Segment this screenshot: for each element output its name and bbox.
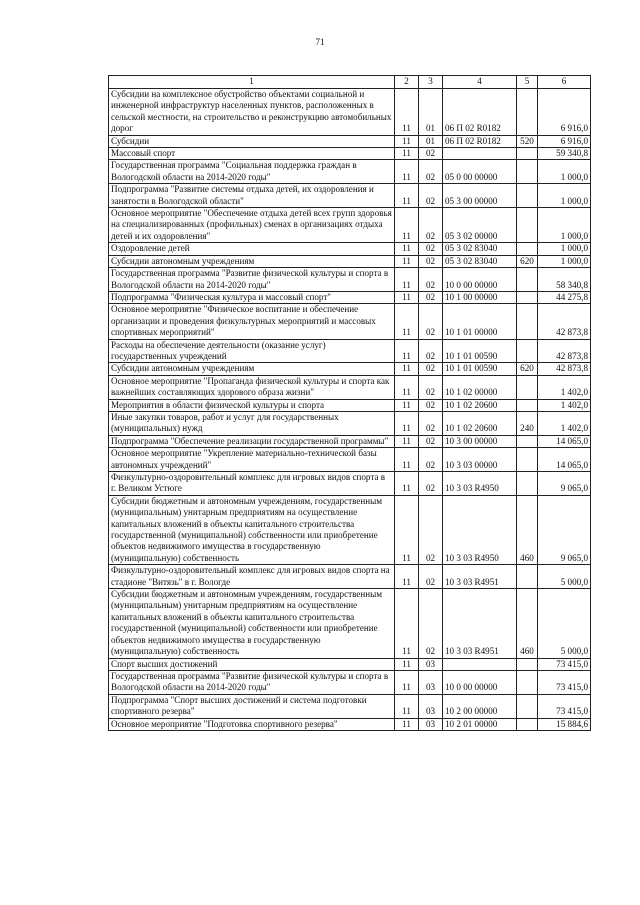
expense-type-code: 620	[517, 255, 538, 267]
amount: 15 884,6	[538, 718, 591, 730]
section-code: 11	[395, 255, 419, 267]
table-row	[109, 363, 591, 375]
target-article-code: 10 3 03 R4950	[443, 472, 517, 496]
section-code: 11	[395, 670, 419, 694]
target-article-code	[443, 148, 517, 160]
expense-type-code: 620	[517, 363, 538, 375]
target-article-code: 10 1 01 00590	[443, 339, 517, 363]
amount: 5 000,0	[538, 565, 591, 589]
section-code: 11	[395, 411, 419, 435]
amount: 9 065,0	[538, 495, 591, 564]
expense-type-code	[517, 184, 538, 208]
amount: 6 916,0	[538, 89, 591, 136]
subsection-code: 02	[419, 589, 443, 658]
item-name: Субсидии бюджетным и автономным учреждениям, государственным (муниципальным) унитарным предприятиям на осуществление капитальных вложений в объекты капитального строительства государственной (муниципальной) собственности или приобретение объектов недвижимого имущества в государственную (муниципальную) собственность	[109, 589, 395, 658]
expense-type-code	[517, 291, 538, 303]
subsection-code: 02	[419, 495, 443, 564]
expense-type-code	[517, 658, 538, 670]
subsection-code: 02	[419, 435, 443, 447]
subsection-code: 01	[419, 89, 443, 136]
target-article-code: 10 1 02 00000	[443, 375, 517, 399]
expense-type-code	[517, 399, 538, 411]
table-row	[109, 148, 591, 160]
table-row	[109, 435, 591, 447]
expense-type-code	[517, 472, 538, 496]
amount: 73 415,0	[538, 670, 591, 694]
expense-type-code: 520	[517, 135, 538, 147]
table-row	[109, 658, 591, 670]
item-name: Государственная программа "Социальная поддержка граждан в Вологодской области на 2014-2020 годы"	[109, 160, 395, 184]
target-article-code: 10 2 01 00000	[443, 718, 517, 730]
section-code: 11	[395, 589, 419, 658]
header-cell: 2	[395, 76, 419, 89]
item-name: Основное мероприятие "Подготовка спортивного резерва"	[109, 718, 395, 730]
target-article-code: 10 1 01 00590	[443, 363, 517, 375]
expense-type-code	[517, 160, 538, 184]
table-row	[109, 291, 591, 303]
subsection-code: 03	[419, 718, 443, 730]
table-row	[109, 135, 591, 147]
table-row	[109, 399, 591, 411]
item-name: Субсидии автономным учреждениям	[109, 255, 395, 267]
item-name: Субсидии на комплексное обустройство объектами социальной и инженерной инфраструктур населенных пунктов, расположенных в сельской местности, на строительство и реконструкцию автомобильных дорог	[109, 89, 395, 136]
amount: 1 000,0	[538, 243, 591, 255]
header-cell: 4	[443, 76, 517, 89]
expense-type-code	[517, 448, 538, 472]
header-cell: 3	[419, 76, 443, 89]
amount: 1 402,0	[538, 399, 591, 411]
item-name: Субсидии автономным учреждениям	[109, 363, 395, 375]
item-name: Иные закупки товаров, работ и услуг для государственных (муниципальных) нужд	[109, 411, 395, 435]
amount: 42 873,8	[538, 363, 591, 375]
section-code: 11	[395, 472, 419, 496]
subsection-code: 02	[419, 448, 443, 472]
subsection-code: 02	[419, 363, 443, 375]
target-article-code: 05 0 00 00000	[443, 160, 517, 184]
item-name: Подпрограмма "Физическая культура и массовый спорт"	[109, 291, 395, 303]
item-name: Подпрограмма "Развитие системы отдыха детей, их оздоровления и занятости в Вологодской области"	[109, 184, 395, 208]
section-code: 11	[395, 268, 419, 292]
table-row	[109, 268, 591, 292]
item-name: Подпрограмма "Спорт высших достижений и система подготовки спортивного резерва"	[109, 694, 395, 718]
item-name: Расходы на обеспечение деятельности (оказание услуг) государственных учреждений	[109, 339, 395, 363]
table-row	[109, 184, 591, 208]
header-cell: 6	[538, 76, 591, 89]
item-name: Спорт высших достижений	[109, 658, 395, 670]
amount: 42 873,8	[538, 304, 591, 339]
item-name: Основное мероприятие "Обеспечение отдыха детей всех групп здоровья на специализированных (профильных) сменах в организациях отдыха детей и их оздоровления"	[109, 208, 395, 243]
item-name: Государственная программа "Развитие физической культуры и спорта в Вологодской области на 2014-2020 годы"	[109, 670, 395, 694]
table-row	[109, 694, 591, 718]
target-article-code: 05 3 02 83040	[443, 255, 517, 267]
target-article-code: 05 3 02 83040	[443, 243, 517, 255]
section-code: 11	[395, 399, 419, 411]
page-number: 71	[315, 37, 325, 47]
table-row	[109, 255, 591, 267]
expense-type-code	[517, 718, 538, 730]
table-row	[109, 160, 591, 184]
expense-type-code	[517, 243, 538, 255]
target-article-code: 10 1 02 20600	[443, 399, 517, 411]
section-code: 11	[395, 148, 419, 160]
target-article-code: 05 3 02 00000	[443, 208, 517, 243]
section-code: 11	[395, 495, 419, 564]
amount: 14 065,0	[538, 448, 591, 472]
table-row	[109, 565, 591, 589]
subsection-code: 02	[419, 565, 443, 589]
section-code: 11	[395, 160, 419, 184]
section-code: 11	[395, 291, 419, 303]
item-name: Физкультурно-оздоровительный комплекс для игровых видов спорта на стадионе "Витязь" в г. Вологде	[109, 565, 395, 589]
expense-type-code	[517, 375, 538, 399]
amount: 9 065,0	[538, 472, 591, 496]
amount: 6 916,0	[538, 135, 591, 147]
item-name: Государственная программа "Развитие физической культуры и спорта в Вологодской области на 2014-2020 годы"	[109, 268, 395, 292]
section-code: 11	[395, 435, 419, 447]
item-name: Мероприятия в области физической культуры и спорта	[109, 399, 395, 411]
subsection-code: 02	[419, 339, 443, 363]
table-row	[109, 339, 591, 363]
section-code: 11	[395, 658, 419, 670]
target-article-code: 06 П 02 R0182	[443, 135, 517, 147]
expense-type-code	[517, 565, 538, 589]
table-row	[109, 411, 591, 435]
table-row	[109, 670, 591, 694]
amount: 1 000,0	[538, 255, 591, 267]
table-row	[109, 208, 591, 243]
item-name: Субсидии	[109, 135, 395, 147]
target-article-code: 05 3 00 00000	[443, 184, 517, 208]
amount: 73 415,0	[538, 658, 591, 670]
section-code: 11	[395, 694, 419, 718]
table-row	[109, 243, 591, 255]
section-code: 11	[395, 339, 419, 363]
table-row	[109, 375, 591, 399]
table-row	[109, 495, 591, 564]
subsection-code: 02	[419, 399, 443, 411]
section-code: 11	[395, 448, 419, 472]
target-article-code: 10 0 00 00000	[443, 670, 517, 694]
subsection-code: 02	[419, 411, 443, 435]
subsection-code: 02	[419, 472, 443, 496]
item-name: Подпрограмма "Обеспечение реализации государственной программы"	[109, 435, 395, 447]
item-name: Основное мероприятие "Укрепление материально-технической базы автономных учреждений"	[109, 448, 395, 472]
expense-type-code: 460	[517, 495, 538, 564]
expense-type-code	[517, 339, 538, 363]
target-article-code: 06 П 02 R0182	[443, 89, 517, 136]
target-article-code: 10 3 00 00000	[443, 435, 517, 447]
amount: 1 000,0	[538, 160, 591, 184]
section-code: 11	[395, 135, 419, 147]
subsection-code: 02	[419, 184, 443, 208]
section-code: 11	[395, 304, 419, 339]
target-article-code: 10 0 00 00000	[443, 268, 517, 292]
subsection-code: 02	[419, 304, 443, 339]
subsection-code: 03	[419, 658, 443, 670]
subsection-code: 01	[419, 135, 443, 147]
table-row	[109, 304, 591, 339]
header-cell: 1	[109, 76, 395, 89]
expense-type-code	[517, 435, 538, 447]
header-cell: 5	[517, 76, 538, 89]
item-name: Оздоровление детей	[109, 243, 395, 255]
item-name: Физкультурно-оздоровительный комплекс для игровых видов спорта в г. Великом Устюге	[109, 472, 395, 496]
item-name: Субсидии бюджетным и автономным учреждениям, государственным (муниципальным) унитарным предприятиям на осуществление капитальных вложений в объекты капитального строительства государственной (муниципальной) собственности или приобретение объектов недвижимого имущества в государственную (муниципальную) собственность	[109, 495, 395, 564]
expense-type-code	[517, 694, 538, 718]
table-row	[109, 448, 591, 472]
amount: 1 402,0	[538, 411, 591, 435]
header-row	[109, 76, 591, 89]
item-name: Основное мероприятие "Физическое воспитание и обеспечение организации и проведения физкультурных мероприятий и массовых спортивных мероприятий"	[109, 304, 395, 339]
subsection-code: 02	[419, 375, 443, 399]
section-code: 11	[395, 243, 419, 255]
amount: 1 402,0	[538, 375, 591, 399]
item-name: Основное мероприятие "Пропаганда физической культуры и спорта как важнейших составляющих здорового образа жизни"	[109, 375, 395, 399]
table-row	[109, 472, 591, 496]
target-article-code: 10 3 03 R4951	[443, 589, 517, 658]
expense-type-code	[517, 670, 538, 694]
amount: 44 275,8	[538, 291, 591, 303]
table-row	[109, 89, 591, 136]
expense-type-code: 240	[517, 411, 538, 435]
subsection-code: 02	[419, 160, 443, 184]
section-code: 11	[395, 363, 419, 375]
subsection-code: 02	[419, 255, 443, 267]
section-code: 11	[395, 718, 419, 730]
section-code: 11	[395, 375, 419, 399]
subsection-code: 02	[419, 208, 443, 243]
expense-type-code	[517, 304, 538, 339]
expense-type-code: 460	[517, 589, 538, 658]
target-article-code: 10 2 00 00000	[443, 694, 517, 718]
subsection-code: 02	[419, 148, 443, 160]
amount: 5 000,0	[538, 589, 591, 658]
amount: 59 340,8	[538, 148, 591, 160]
target-article-code: 10 1 02 20600	[443, 411, 517, 435]
table-row	[109, 718, 591, 730]
target-article-code: 10 1 01 00000	[443, 304, 517, 339]
amount: 73 415,0	[538, 694, 591, 718]
subsection-code: 03	[419, 694, 443, 718]
item-name: Массовый спорт	[109, 148, 395, 160]
expense-type-code	[517, 148, 538, 160]
amount: 1 000,0	[538, 184, 591, 208]
subsection-code: 02	[419, 291, 443, 303]
amount: 1 000,0	[538, 208, 591, 243]
amount: 58 340,8	[538, 268, 591, 292]
target-article-code: 10 3 03 R4951	[443, 565, 517, 589]
target-article-code: 10 3 03 R4950	[443, 495, 517, 564]
section-code: 11	[395, 565, 419, 589]
amount: 42 873,8	[538, 339, 591, 363]
target-article-code	[443, 658, 517, 670]
expense-type-code	[517, 268, 538, 292]
expense-type-code	[517, 89, 538, 136]
section-code: 11	[395, 208, 419, 243]
section-code: 11	[395, 184, 419, 208]
subsection-code: 02	[419, 268, 443, 292]
subsection-code: 02	[419, 243, 443, 255]
target-article-code: 10 1 00 00000	[443, 291, 517, 303]
amount: 14 065,0	[538, 435, 591, 447]
table-row	[109, 589, 591, 658]
expense-type-code	[517, 208, 538, 243]
subsection-code: 03	[419, 670, 443, 694]
budget-table	[108, 75, 591, 731]
target-article-code: 10 3 03 00000	[443, 448, 517, 472]
section-code: 11	[395, 89, 419, 136]
